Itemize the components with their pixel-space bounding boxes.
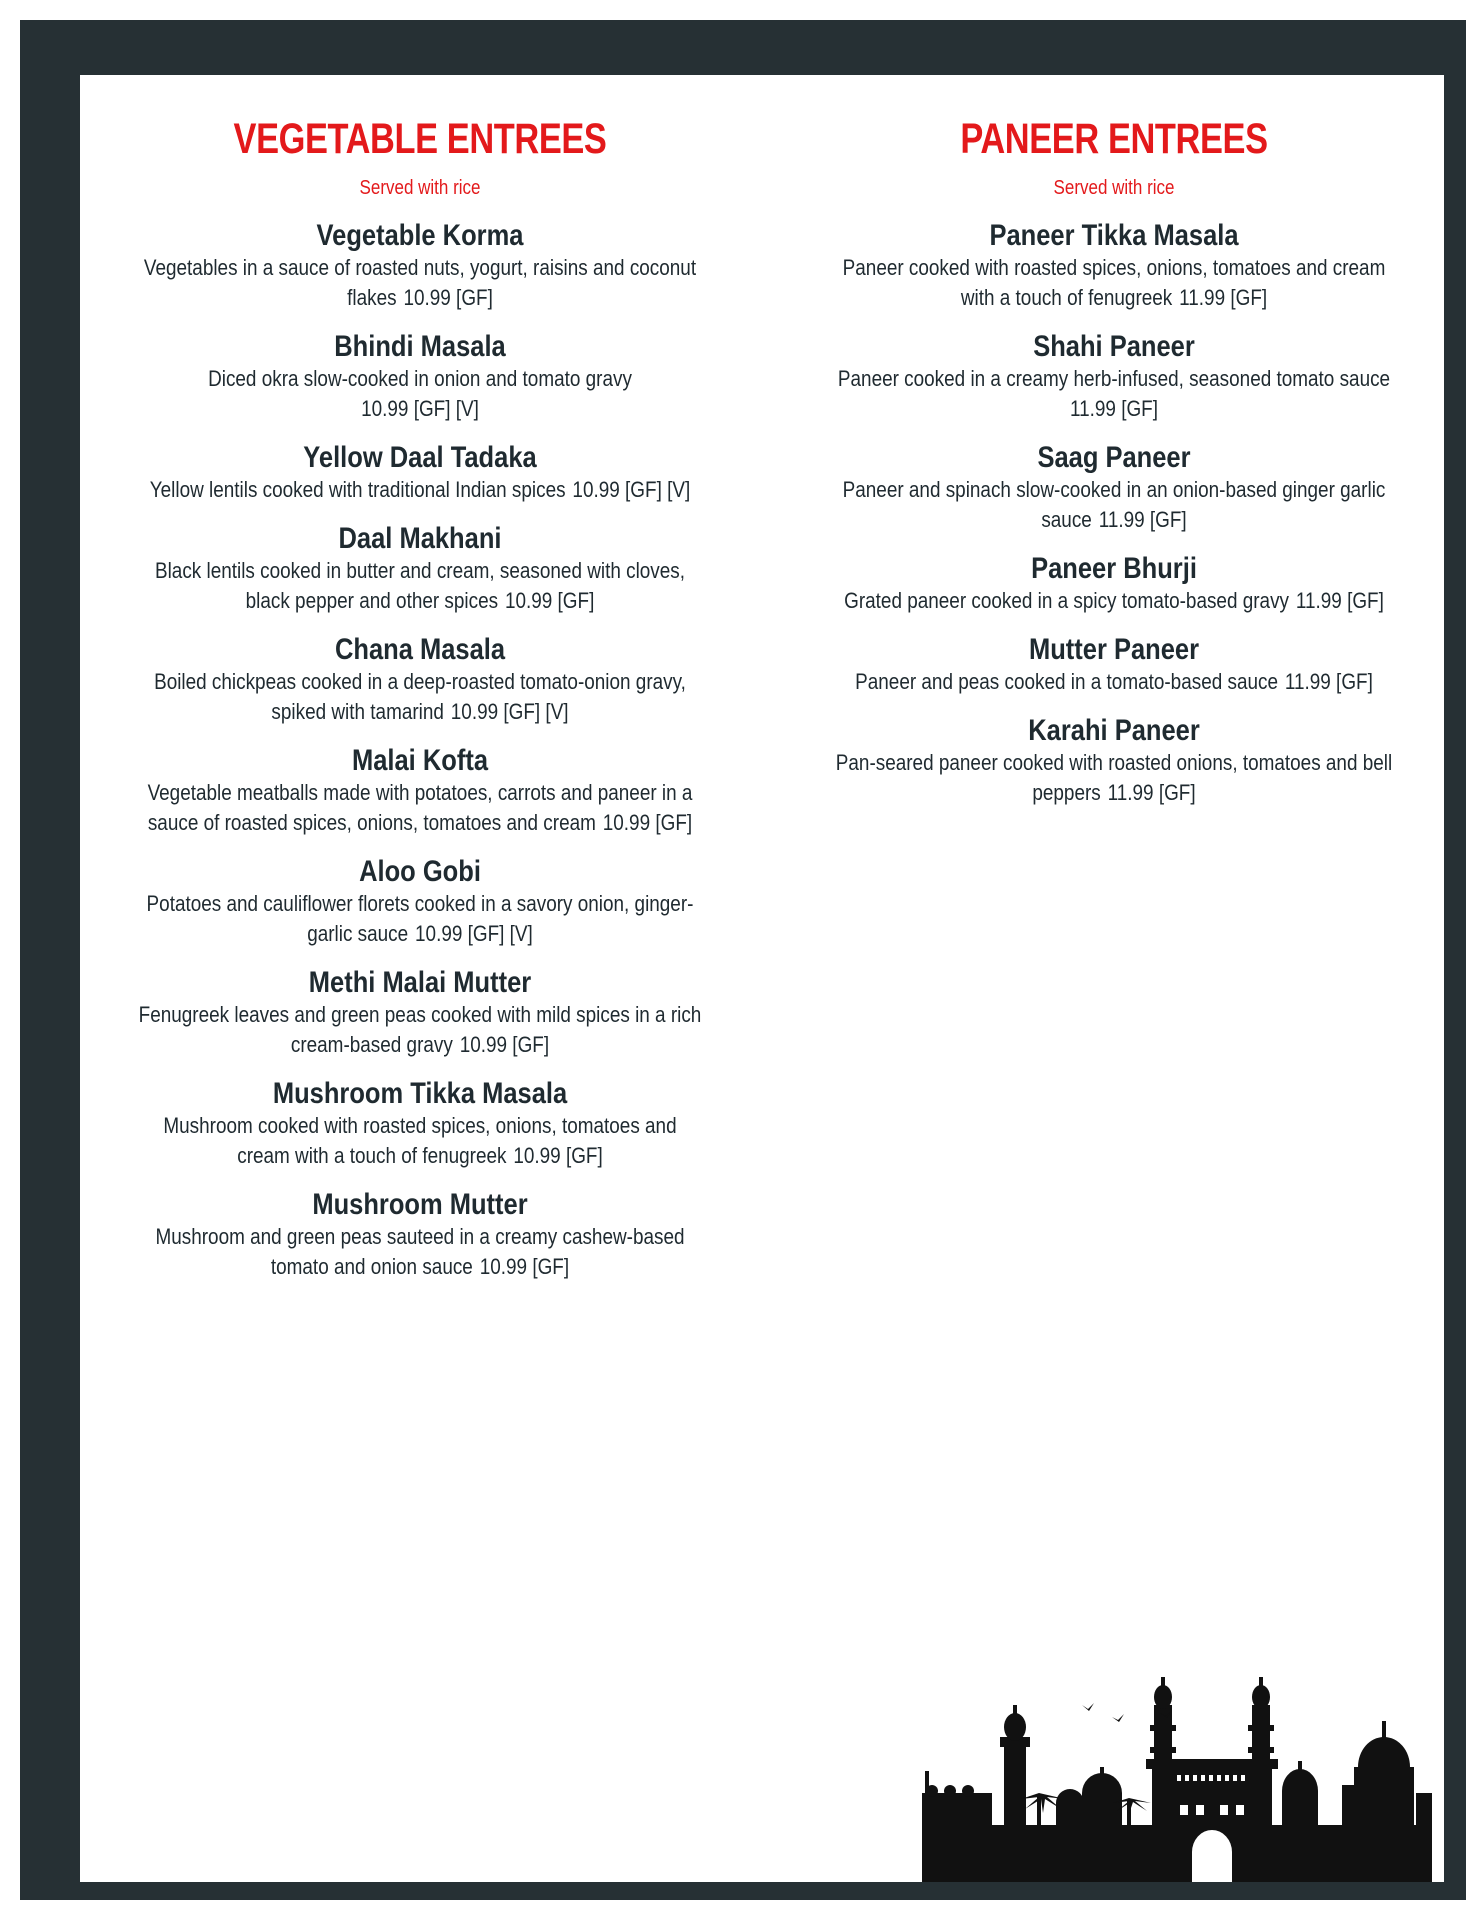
item-price: 10.99 [GF] [V]	[450, 699, 569, 724]
item-price: 11.99 [GF]	[1070, 396, 1158, 421]
item-name: Vegetable Korma	[316, 219, 524, 252]
item-description	[136, 1222, 704, 1282]
menu-items-list	[90, 219, 750, 1282]
item-name: Shahi Paneer	[1033, 330, 1195, 363]
item-price: 11.99 [GF]	[1284, 669, 1373, 694]
item-description	[136, 475, 704, 505]
item-name: Paneer Tikka Masala	[989, 219, 1239, 252]
item-description	[835, 475, 1392, 535]
item-name: Saag Paneer	[1037, 441, 1191, 474]
item-name: Mutter Paneer	[1028, 633, 1200, 666]
item-desc-text: Grated paneer cooked in a spicy tomato-based gravy	[844, 588, 1289, 613]
menu-items-list	[790, 219, 1438, 808]
item-description	[835, 586, 1392, 616]
item-description	[136, 1111, 704, 1171]
item-name: Chana Masala	[334, 633, 506, 666]
item-name: Paneer Bhurji	[1031, 552, 1197, 585]
menu-item	[790, 714, 1438, 808]
section-note: Served with rice	[1053, 177, 1175, 199]
item-desc-text: Mushroom cooked with roasted spices, onions, tomatoes and cream with a touch of fenugreek	[163, 1113, 677, 1168]
item-description	[136, 556, 704, 616]
item-desc-text: Boiled chickpeas cooked in a deep-roasted tomato-onion gravy, spiked with tamarind	[154, 669, 686, 724]
section-title: PANEER ENTREES	[960, 115, 1268, 163]
menu-item	[90, 855, 750, 949]
item-description	[835, 667, 1392, 697]
item-price: 11.99 [GF]	[1107, 780, 1196, 805]
menu-item	[90, 219, 750, 313]
section-note: Served with rice	[359, 177, 481, 199]
menu-item	[790, 552, 1438, 616]
item-desc-text: Fenugreek leaves and green peas cooked with mild spices in a rich cream-based gravy	[138, 1002, 702, 1057]
item-description	[835, 364, 1392, 424]
item-price: 10.99 [GF]	[504, 588, 595, 613]
item-desc-text: Diced okra slow-cooked in onion and tomato gravy	[208, 366, 632, 391]
item-name: Malai Kofta	[351, 744, 489, 777]
item-price: 10.99 [GF]	[602, 810, 693, 835]
item-description	[136, 778, 704, 838]
item-name: Yellow Daal Tadaka	[303, 441, 537, 474]
menu-item	[90, 633, 750, 727]
menu-item	[790, 633, 1438, 697]
item-price: 11.99 [GF]	[1098, 507, 1187, 532]
item-desc-text: Vegetables in a sauce of roasted nuts, yogurt, raisins and coconut flakes	[143, 255, 697, 310]
item-name: Aloo Gobi	[359, 855, 481, 888]
item-name: Daal Makhani	[338, 522, 502, 555]
menu-item	[90, 330, 750, 424]
menu-item	[90, 744, 750, 838]
item-desc-text: Paneer and spinach slow-cooked in an onion-based ginger garlic sauce	[842, 477, 1386, 532]
menu-frame	[20, 20, 1466, 1900]
item-description	[835, 253, 1392, 313]
menu-item	[90, 441, 750, 505]
item-desc-text: Mushroom and green peas sauteed in a creamy cashew-based tomato and onion sauce	[155, 1224, 685, 1279]
item-description	[835, 748, 1392, 808]
section-title: VEGETABLE ENTREES	[233, 115, 607, 163]
menu-item	[90, 1077, 750, 1171]
paneer-entrees-section	[790, 113, 1438, 825]
item-price: 10.99 [GF]	[459, 1032, 550, 1057]
item-desc-text: Paneer cooked in a creamy herb-infused, seasoned tomato sauce	[837, 366, 1391, 391]
item-description	[136, 889, 704, 949]
menu-item	[90, 966, 750, 1060]
item-name: Bhindi Masala	[334, 330, 506, 363]
item-description	[136, 364, 704, 424]
menu-item	[90, 522, 750, 616]
item-price: 10.99 [GF] [V]	[572, 477, 691, 502]
item-desc-text: Yellow lentils cooked with traditional Indian spices	[149, 477, 566, 502]
item-price: 11.99 [GF]	[1295, 588, 1384, 613]
item-desc-text: Potatoes and cauliflower florets cooked in a savory onion, ginger-garlic sauce	[146, 891, 694, 946]
item-price: 10.99 [GF]	[403, 285, 493, 310]
item-description	[136, 1000, 704, 1060]
item-name: Mushroom Mutter	[312, 1188, 528, 1221]
menu-item	[790, 219, 1438, 313]
item-description	[136, 253, 704, 313]
item-desc-text: Vegetable meatballs made with potatoes, carrots and paneer in a sauce of roasted spices, onions, tomatoes and cream	[147, 780, 693, 835]
menu-page	[80, 75, 1444, 1882]
item-price: 10.99 [GF]	[513, 1143, 603, 1168]
menu-item	[90, 1188, 750, 1282]
item-desc-text: Paneer cooked with roasted spices, onions, tomatoes and cream with a touch of fenugreek	[842, 255, 1386, 310]
item-description	[136, 667, 704, 727]
item-price: 10.99 [GF]	[479, 1254, 570, 1279]
menu-item	[790, 441, 1438, 535]
item-price: 10.99 [GF] [V]	[361, 396, 479, 421]
item-name: Methi Malai Mutter	[308, 966, 532, 999]
item-name: Mushroom Tikka Masala	[272, 1077, 568, 1110]
item-price: 11.99 [GF]	[1179, 285, 1268, 310]
item-desc-text: Pan-seared paneer cooked with roasted onions, tomatoes and bell peppers	[835, 750, 1393, 805]
item-desc-text: Black lentils cooked in butter and cream, seasoned with cloves, black pepper and other spices	[154, 558, 686, 613]
item-name: Karahi Paneer	[1028, 714, 1200, 747]
item-desc-text: Paneer and peas cooked in a tomato-based sauce	[855, 669, 1278, 694]
menu-item	[790, 330, 1438, 424]
city-skyline-icon	[922, 1675, 1432, 1882]
item-price: 10.99 [GF] [V]	[415, 921, 533, 946]
vegetable-entrees-section	[90, 113, 750, 1299]
